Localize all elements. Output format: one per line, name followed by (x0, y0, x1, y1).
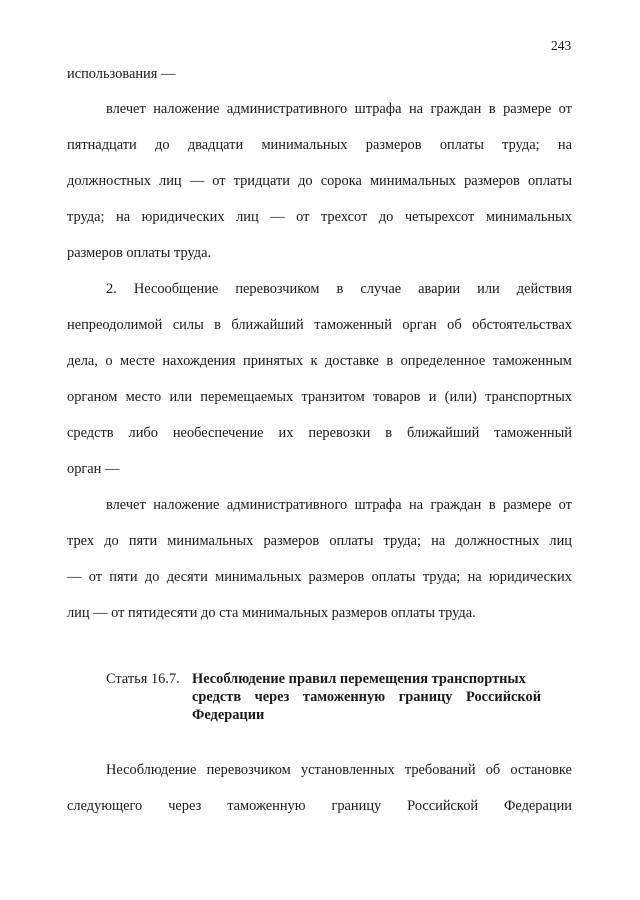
text-line: следующего через таможенную границу Российской Федерации (67, 798, 572, 814)
article-title: Федерации (192, 707, 265, 723)
page-number: 243 (551, 38, 572, 53)
text-line: пятнадцати до двадцати минимальных размеров оплаты труда; на (67, 137, 572, 153)
text-line: размеров оплаты труда. (67, 245, 212, 261)
text-line: Несоблюдение перевозчиком установленных требований об остановке (106, 762, 572, 778)
article-number: Статья 16.7. (106, 671, 180, 687)
text-line: 2. Несообщение перевозчиком в случае аварии или действия (106, 281, 572, 297)
text-line: трех до пяти минимальных размеров оплаты труда; на должностных лиц (67, 533, 572, 549)
article-title: средств через таможенную границу Российской (192, 689, 541, 705)
article-title: Несоблюдение правил перемещения транспортных (192, 671, 526, 687)
text-line: средств либо необеспечение их перевозки в ближайший таможенный (67, 425, 572, 441)
text-line: влечет наложение административного штрафа на граждан в размере от (106, 497, 572, 513)
text-line: непреодолимой силы в ближайший таможенный орган об обстоятельствах (67, 317, 572, 333)
text-line: лиц — от пятидесяти до ста минимальных размеров оплаты труда. (67, 605, 476, 621)
text-line: органом место или перемещаемых транзитом товаров и (или) транспортных (67, 389, 572, 405)
text-line: влечет наложение административного штрафа на граждан в размере от (106, 101, 572, 117)
text-line: должностных лиц — от тридцати до сорока минимальных размеров оплаты (67, 173, 572, 189)
text-line: дела, о месте нахождения принятых к доставке в определенное таможенным (67, 353, 572, 369)
text-line: использования — (67, 66, 176, 82)
text-line: орган — (67, 461, 120, 477)
text-line: труда; на юридических лиц — от трехсот до четырехсот минимальных (67, 209, 572, 225)
text-line: — от пяти до десяти минимальных размеров оплаты труда; на юридических (67, 569, 572, 585)
